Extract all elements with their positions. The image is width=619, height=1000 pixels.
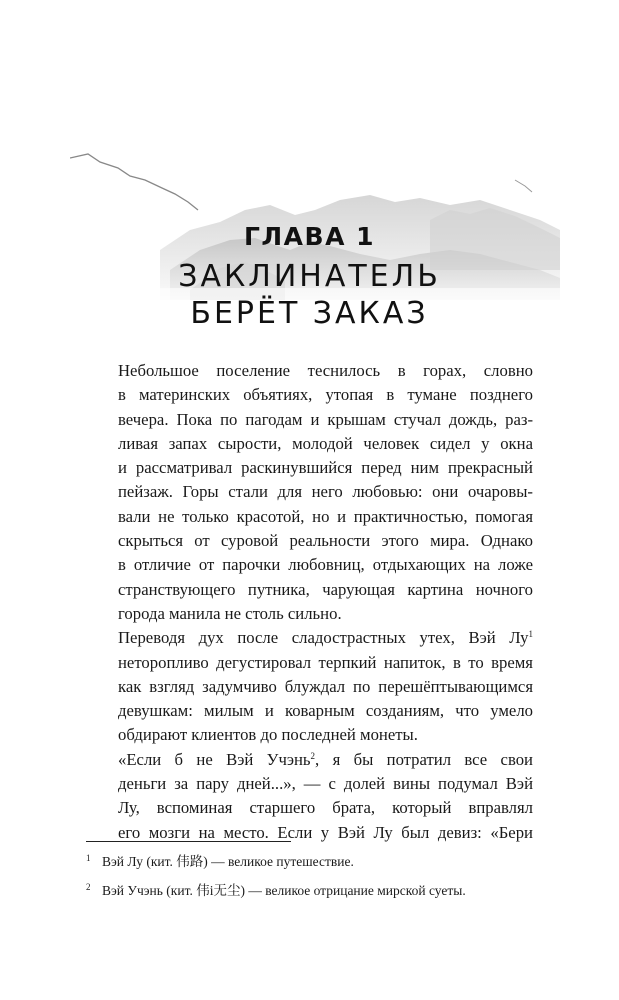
text-line (86, 748, 533, 772)
text-line: Лу, вспоминая старшего брата, который вправлял (118, 798, 533, 818)
text-line: деньги за пару дней...», — с долей вины подумал Вэй (118, 774, 533, 794)
chapter-body (86, 359, 533, 845)
text-line: неторопливо дегустировал терпкий напиток, в то время (118, 652, 533, 672)
text-line: в отличие от парочки любовниц, отдыхающих на ложе (118, 555, 533, 575)
chapter-title-line-1: ЗАКЛИНАТЕЛЬ (178, 259, 441, 294)
footnotes (86, 852, 533, 910)
text-line: в материнских объятиях, утопая в тумане позднего (118, 385, 533, 405)
text-line: вали не только красотой, но и практичностью, помогая (118, 506, 533, 526)
footnote-1: 1 Вэй Лу (кит. 伟路) — великое путешествие. (86, 853, 354, 869)
paragraph-3 (86, 748, 533, 845)
text-line: как взгляд задумчиво блуждал по перешёптывающимся (118, 676, 533, 696)
footnote-text: Вэй Учэнь (кит. 伟i无尘) — великое отрицание мирской суеты. (102, 883, 466, 898)
text-line: ливая запах сырости, молодой человек сидел у окна (118, 433, 533, 453)
text-line: его мозги на место. Если у Вэй Лу был девиз: «Бери (118, 822, 533, 842)
chapter-title (0, 258, 619, 332)
text-line: города манила не столь сильно. (118, 603, 342, 623)
footnote-ref-2[interactable]: 2 (310, 750, 316, 761)
footnote-ref-1[interactable]: 1 (528, 629, 533, 640)
text-run: Переводя дух после сладострастных утех, Вэй Лу (118, 628, 529, 648)
paragraph-1 (86, 359, 533, 626)
footnote-2: 2 Вэй Учэнь (кит. 伟i无尘) — великое отрицание мирской суеты. (86, 882, 466, 898)
text-run: , я бы потратил все свои (315, 749, 533, 769)
text-line: скрыться от суровой реальности этого мира. Однако (118, 531, 533, 551)
paragraph-2 (86, 626, 533, 747)
text-line: и рассматривал раскинувшийся перед ним прекрасный (118, 458, 533, 478)
text-line: пейзаж. Горы стали для него любовью: они очаровы- (118, 482, 533, 502)
text-line: вечера. Пока по пагодам и крышам стучал дождь, раз- (118, 409, 533, 429)
text-line: девушкам: милым и коварным созданиям, что умело (118, 701, 533, 721)
text-line (86, 626, 533, 650)
footnote-text: Вэй Лу (кит. 伟路) — великое путешествие. (102, 854, 354, 869)
chapter-title-line-2: БЕРЁТ ЗАКАЗ (190, 296, 429, 331)
text-run: «Если б не Вэй Учэнь (118, 749, 311, 769)
text-line: Небольшое поселение теснилось в горах, словно (118, 361, 533, 380)
text-line: странствующего путника, чарующая картина ночного (118, 579, 533, 599)
chapter-number: ГЛАВА 1 (243, 222, 376, 251)
text-line: обдирают клиентов до последней монеты. (118, 725, 418, 745)
footnote-divider (86, 841, 291, 842)
